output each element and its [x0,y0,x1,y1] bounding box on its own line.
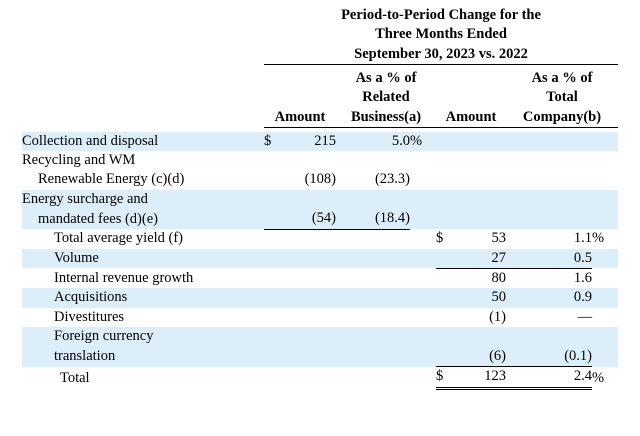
header-title-line2: Three Months Ended [375,26,507,43]
row-pct1-symbol [410,327,436,346]
row-amount1-value [284,288,336,307]
row-amount1-value [284,249,336,269]
group-amt1-spacer-2 [264,88,284,107]
row-pct2-symbol [592,151,618,170]
row-pct1-symbol [410,151,436,170]
row-amount2-symbol [436,268,458,288]
row-pct2-value: 1.6 [573,269,592,286]
row-pct2-symbol [592,268,618,288]
header-title-row-3 [22,45,618,64]
header-title-spacer-2 [22,25,264,44]
row-pct2-value [506,327,592,346]
row-pct2-value: 0.9 [506,288,592,307]
header-title-spacer [22,6,264,25]
row-pct1-value: (18.4) [336,209,410,229]
row-amount2-value [458,327,506,346]
row-amount1-value [284,367,336,388]
row-amount2-symbol [436,347,458,367]
row-amount2-value: 123 [458,367,506,388]
header-title-line3: September 30, 2023 vs. 2022 [354,45,528,62]
row-amount2-value: 27 [458,249,506,269]
group-amt2-spacer [436,69,458,88]
row-amount1-value [284,268,336,288]
row-pct2-symbol [592,308,618,327]
table-row [22,249,618,269]
row-label: Volume [22,249,264,269]
row-pct1-value [336,347,410,367]
row-pct2-symbol: % [592,230,605,247]
row-amount2-value: 53 [491,230,506,247]
header-group-row-2 [22,88,618,107]
colhdr-amount-2: Amount [436,108,506,128]
group-b-line2: Total [546,89,578,106]
row-amount2-symbol [436,308,458,327]
row-amount1-symbol [264,249,284,269]
row-pct1-value [336,367,410,388]
row-amount2-value [458,170,506,189]
column-header-row [22,108,618,128]
row-pct2-value [506,170,592,189]
row-label: Total average yield (f) [54,230,184,247]
table-row [22,308,618,327]
row-amount1-symbol [264,151,284,170]
group-amt2-spacer-2 [436,88,458,107]
row-amount2-symbol [436,209,458,229]
row-amount1-symbol [264,327,284,346]
group-amt1-num-spacer-2 [284,88,336,107]
row-amount2-value: (6) [458,347,506,367]
table-row [22,327,618,346]
row-amount1-value [284,151,336,170]
group-label-spacer [22,69,264,88]
group-label-spacer-2 [22,88,264,107]
row-amount1-symbol [264,229,284,248]
header-title-spacer-3 [22,45,264,64]
row-amount2-symbol [436,170,458,189]
table-row [22,170,618,189]
row-label: Total [60,369,90,386]
row-amount2-value: 50 [458,288,506,307]
row-pct1-symbol [410,268,436,288]
row-pct1-symbol [410,249,436,269]
period-change-table [22,6,618,390]
colhdr-total-company: Company(b) [506,108,618,128]
row-amount1-symbol [264,190,284,209]
row-pct1-symbol: % [410,132,436,151]
row-label: Renewable Energy (c)(d) [38,171,185,188]
row-pct1-value: (23.3) [374,171,410,188]
row-pct1-value [336,249,410,269]
row-pct2-symbol [592,288,618,307]
row-pct1-value [336,229,410,248]
group-amt2-num-spacer [458,69,506,88]
row-pct2-symbol [592,190,618,209]
row-amount1-value [284,327,336,346]
row-pct1-symbol [410,229,436,248]
row-pct1-value [336,288,410,307]
row-amount2-symbol [436,327,458,346]
row-pct1-symbol [410,288,436,307]
table-row [22,288,618,307]
row-label: Internal revenue growth [54,269,194,286]
row-amount1-value [284,347,336,367]
group-b-line1: As a % of [531,69,593,86]
row-pct2-symbol [592,132,618,151]
row-pct1-value [336,151,410,170]
table-row [22,151,618,170]
row-amount2-value [458,132,506,151]
row-amount1-symbol [264,268,284,288]
row-amount1-symbol [264,347,284,367]
row-amount1-symbol [264,367,284,388]
row-label: Energy surcharge and [22,190,264,209]
table-row [22,347,618,367]
row-amount2-symbol: $ [436,367,458,388]
header-title-line1: Period-to-Period Change for the [341,7,541,23]
group-a-line1: As a % of [355,69,417,86]
row-pct2-value [506,209,592,229]
colhdr-amount-1: Amount [264,108,336,128]
group-amt2-num-spacer-2 [458,88,506,107]
row-pct2-value: 1.1 [573,230,592,247]
row-label: translation [22,347,264,367]
row-amount1-value [284,229,336,248]
row-pct1-symbol [410,170,436,189]
row-amount1-symbol [264,170,284,189]
row-amount2-value: 80 [491,269,506,286]
row-pct2-symbol [592,347,618,367]
row-amount1-value: (54) [284,209,336,229]
row-pct1-value [336,327,410,346]
row-label: mandated fees (d)(e) [22,209,264,229]
row-pct1-symbol [410,347,436,367]
row-pct2-value: 2.4 [506,367,592,388]
colhdr-label-blank [22,108,264,128]
table-row [22,190,618,209]
row-amount1-value: (108) [304,171,336,188]
row-pct2-symbol [592,327,618,346]
group-a-line2: Related [362,89,410,106]
financial-table-page [0,6,640,436]
row-label: Foreign currency [22,327,264,346]
row-pct2-symbol [592,170,618,189]
table-row [22,229,618,248]
row-amount1-value [284,190,336,209]
row-pct1-symbol [410,209,436,229]
row-pct1-value: 5.0 [336,132,410,151]
header-group-row-1 [22,69,618,88]
row-pct1-value [336,268,410,288]
row-pct2-value [506,151,592,170]
header-title-row-1 [22,6,618,25]
row-amount1-symbol [264,288,284,307]
row-pct2-symbol [592,209,618,229]
row-pct1-symbol [410,190,436,209]
row-pct2-symbol [592,249,618,269]
row-amount1-value: 215 [284,132,336,151]
colhdr-related-business: Business(a) [336,108,436,128]
row-pct1-value [336,190,410,209]
table-row [22,132,618,151]
row-pct1-value [336,308,410,327]
row-amount2-value: (1) [489,308,506,325]
header-title-row-2 [22,25,618,44]
row-amount2-value [458,209,506,229]
row-pct2-value [506,190,592,209]
row-amount1-symbol [264,209,284,229]
table-row [22,367,618,388]
row-pct2-value [506,132,592,151]
row-amount1-symbol: $ [264,132,284,151]
row-pct2-symbol: % [592,369,605,386]
row-pct2-value: — [577,308,592,325]
row-label: Divestitures [54,308,125,325]
group-amt1-spacer [264,69,284,88]
row-pct1-symbol [410,367,436,388]
row-pct2-value: (0.1) [506,347,592,367]
table-row [22,268,618,288]
row-amount2-symbol: $ [436,230,444,247]
row-label: Acquisitions [22,288,264,307]
row-label: Recycling and WM [22,151,136,168]
row-pct2-value: 0.5 [506,249,592,269]
row-amount1-value [284,308,336,327]
row-amount2-symbol [436,288,458,307]
group-amt1-num-spacer [284,69,336,88]
row-amount2-symbol [436,132,458,151]
row-amount2-symbol [436,190,458,209]
row-amount2-symbol [436,151,458,170]
row-amount2-value [458,151,506,170]
row-pct1-symbol [410,308,436,327]
row-amount2-value [458,190,506,209]
row-amount2-symbol [436,249,458,269]
table-row [22,209,618,229]
row-amount1-symbol [264,308,284,327]
row-label: Collection and disposal [22,132,264,151]
